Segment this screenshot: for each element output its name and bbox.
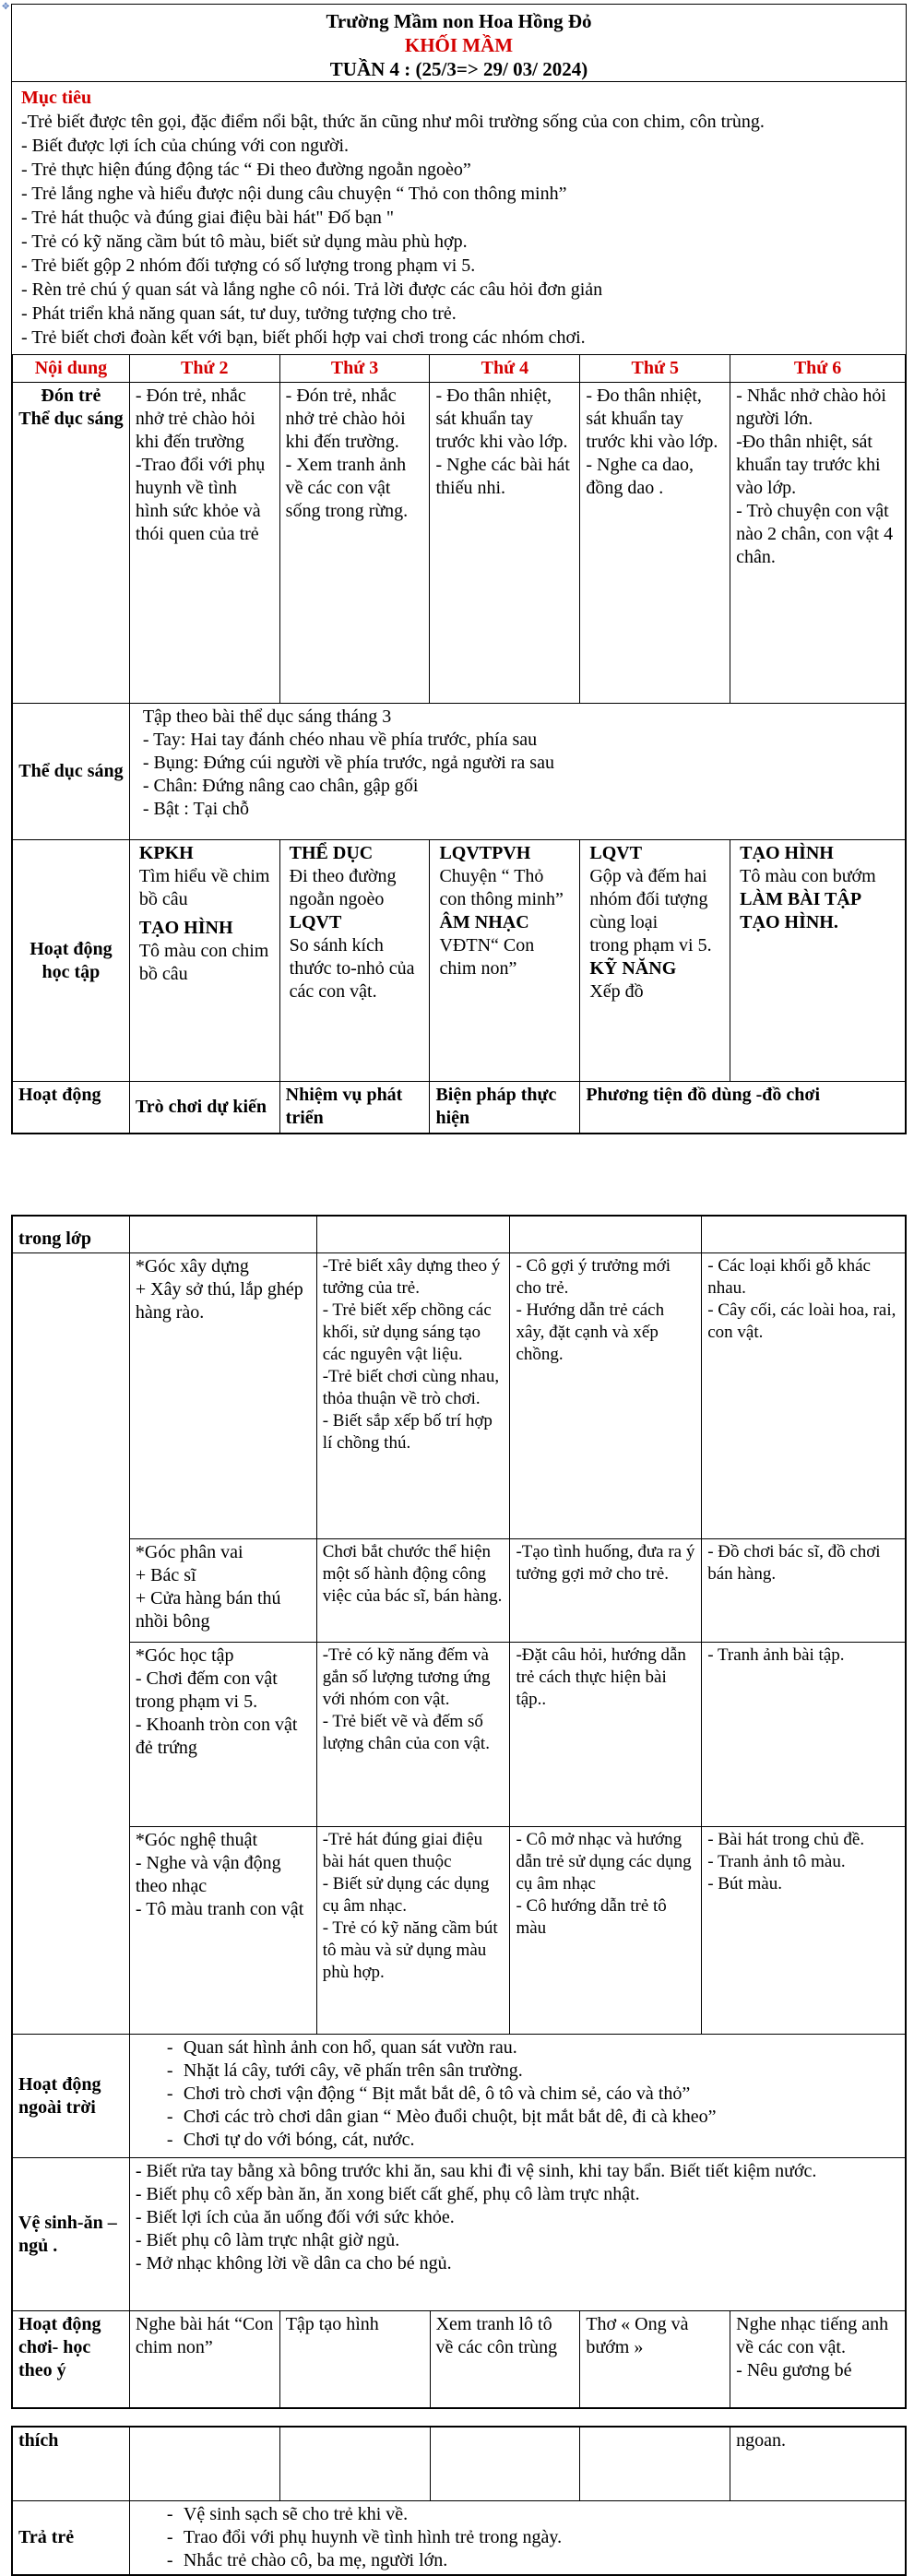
outdoor-item: - Chơi tự do với bóng, cát, nước.	[154, 2129, 899, 2152]
learning-tue-title-2: LQVT	[289, 912, 342, 932]
welcome-mon: - Đón trẻ, nhắc nhở trẻ chào hỏi khi đến trường -Trao đổi với phụ huynh về tình hình sức khỏe và thói quen của trẻ	[129, 383, 279, 704]
learning-fri-title-2: LÀM BÀI TẬP TẠO HÌNH.	[740, 889, 861, 932]
corner-row-role	[13, 1539, 906, 1643]
welcome-label: Đón trẻ Thể dục sáng	[13, 383, 130, 704]
goal-item: - Rèn trẻ chú ý quan sát và lắng nghe cô nói. Trả lời được các câu hỏi đơn giản	[21, 279, 603, 300]
goal-item: - Trẻ thực hiện đúng động tác “ Đi theo đường ngoằn ngoèo”	[21, 160, 471, 180]
exercise-row	[13, 704, 906, 840]
corner-build-game: *Góc xây dựng + Xây sở thú, lắp ghép hàng rào.	[129, 1253, 316, 1539]
corner-row-build	[13, 1253, 906, 1539]
learning-mon	[129, 840, 279, 1082]
corners-label-cell	[13, 1253, 130, 2035]
corner-role-tools: - Đồ chơi bác sĩ, đồ chơi bán hàng.	[702, 1539, 906, 1643]
hygiene-content	[129, 2158, 905, 2311]
outdoor-item: - Chơi các trò chơi dân gian “ Mèo đuổi chuột, bịt mắt bắt dê, đi cà kheo”	[154, 2106, 899, 2129]
exercise-line: - Tay: Hai tay đánh chéo nhau về phía trước, phía sau	[142, 730, 538, 750]
learning-thu-desc-1: Gộp và đếm hai nhóm đối tượng cùng loại trong phạm vi 5.	[589, 866, 712, 956]
goal-item: - Trẻ lắng nghe và hiểu được nội dung câu chuyện “ Thỏ con thông minh”	[21, 184, 567, 204]
welcome-row	[13, 383, 906, 704]
afternoon-label: Hoạt động chơi- học theo ý	[13, 2311, 130, 2408]
learning-mon-title-1: KPKH	[138, 843, 194, 863]
hygiene-item: - Mở nhạc không lời về dân ca cho bé ngủ.	[135, 2253, 452, 2273]
welcome-wed: - Đo thân nhiệt, sát khuẩn tay trước khi vào lớp. - Nghe các bài hát thiếu nhi.	[430, 383, 580, 704]
pickup-content	[129, 2501, 905, 2575]
corner-art-tools: - Bài hát trong chủ đề. - Tranh ảnh tô màu. - Bút màu.	[702, 1827, 906, 2035]
goal-item: - Phát triển khả năng quan sát, tư duy, tưởng tượng cho trẻ.	[21, 303, 457, 324]
col-header-content: Nội dung	[13, 355, 130, 383]
col-header-fri: Thứ 6	[730, 355, 906, 383]
corner-study-game: *Góc học tập - Chơi đếm con vật trong phạm vi 5. - Khoanh tròn con vật đẻ trứng	[129, 1643, 316, 1827]
learning-thu	[580, 840, 730, 1082]
learning-thu-desc-2: Xếp đồ	[589, 981, 644, 1002]
corner-art-task: -Trẻ hát đúng giai điệu bài hát quen thuộc - Biết sử dụng các dụng cụ âm nhạc. - Trẻ có kỹ năng cầm bút tô màu và sử dụng màu phù hợp.	[316, 1827, 510, 2035]
goals-title: Mục tiêu	[21, 88, 92, 108]
learning-thu-title-2: KỸ NĂNG	[589, 958, 677, 979]
school-name: Trường Mầm non Hoa Hồng Đỏ	[326, 10, 592, 32]
learning-mon-desc-1: Tìm hiểu về chim bồ câu	[138, 866, 270, 909]
corner-art-method: - Cô mở nhạc và hướng dẫn trẻ sử dụng các dụng cụ âm nhạc - Cô hướng dẫn trẻ tô màu	[510, 1827, 702, 2035]
closing-table	[12, 2427, 906, 2575]
activity-header-method: Biện pháp thực hiện	[430, 1082, 580, 1134]
afternoon-row	[13, 2311, 906, 2408]
class-name: KHỐI MẦM	[404, 34, 514, 56]
hygiene-item: - Biết rửa tay bằng xà bông trước khi ăn, sau khi đi vệ sinh, khi tay bẩn. Biết tiết kiệm nước.	[135, 2161, 817, 2181]
exercise-label: Thể dục sáng	[13, 704, 130, 840]
corner-row-art	[13, 1827, 906, 2035]
corner-build-tools: - Các loại khối gỗ khác nhau. - Cây cối, các loài hoa, rai, con vật.	[702, 1253, 906, 1539]
learning-fri	[730, 840, 906, 1082]
corners-label: trong lớp	[13, 1217, 130, 1253]
hygiene-item: - Biết phụ cô làm trực nhật giờ ngủ.	[135, 2230, 400, 2250]
col-header-thu: Thứ 5	[580, 355, 730, 383]
weekly-plan-table-part-2	[11, 1215, 907, 2409]
corner-build-method: - Cô gợi ý trưởng mới cho trẻ. - Hướng dẫn trẻ cách xây, đặt cạnh và xếp chồng.	[510, 1253, 702, 1539]
corner-role-task: Chơi bắt chước thể hiện một số hành động công việc của bác sĩ, bán hàng.	[316, 1539, 510, 1643]
outdoor-row	[13, 2035, 906, 2158]
afternoon-tue: Tập tạo hình	[279, 2311, 430, 2408]
outdoor-item: - Chơi trò chơi vận động “ Bịt mắt bắt dê, ô tô và chim sẻ, cáo và thỏ”	[154, 2083, 899, 2106]
learning-fri-title-1: TẠO HÌNH	[740, 843, 834, 863]
table-move-handle-icon[interactable]: ✥	[2, 2, 10, 12]
pickup-item: - Nhắc trẻ chào cô, ba mẹ, người lớn.	[154, 2549, 899, 2572]
hygiene-item: - Biết phụ cô xếp bàn ăn, ăn xong biết cất ghế, phụ cô làm trực nhật.	[135, 2184, 640, 2204]
goal-item: - Trẻ hát thuộc và đúng giai điệu bài hát" Đố bạn "	[21, 208, 395, 228]
afternoon-mon: Nghe bài hát “Con chim non”	[129, 2311, 279, 2408]
col-header-wed: Thứ 4	[430, 355, 580, 383]
learning-wed-title-2: ÂM NHẠC	[439, 912, 529, 932]
col-header-tue: Thứ 3	[279, 355, 430, 383]
document-header	[12, 5, 906, 81]
afternoon-cont-row	[13, 2428, 906, 2501]
corner-role-game: *Góc phân vai + Bác sĩ + Cửa hàng bán thú nhồi bông	[129, 1539, 316, 1643]
goal-item: - Trẻ có kỹ năng cầm bút tô màu, biết sử dụng màu phù hợp.	[21, 231, 468, 252]
pickup-row	[13, 2501, 906, 2575]
learning-tue-desc-2: So sánh kích thước to-nhỏ của các con vật.	[289, 935, 415, 1002]
weekly-plan-table-part-1	[11, 4, 907, 1134]
schedule-table	[12, 354, 906, 1134]
hygiene-label: Vệ sinh-ăn –ngủ .	[13, 2158, 130, 2311]
learning-tue-desc-1: Đi theo đường ngoằn ngoèo	[289, 866, 397, 909]
learning-wed-title-1: LQVTPVH	[439, 843, 531, 863]
learning-row	[13, 840, 906, 1082]
corner-art-game: *Góc nghệ thuật - Nghe và vận động theo nhạc - Tô màu tranh con vật	[129, 1827, 316, 2035]
exercise-line: - Chân: Đứng nâng cao chân, gập gối	[142, 776, 419, 796]
welcome-thu: - Đo thân nhiệt, sát khuẩn tay trước khi vào lớp. - Nghe ca dao, đồng dao .	[580, 383, 730, 704]
week-label: TUẦN 4 : (25/3=> 29/ 03/ 2024)	[329, 58, 588, 80]
goal-item: - Trẻ biết gộp 2 nhóm đối tượng có số lượng trong phạm vi 5.	[21, 255, 476, 276]
corner-row-study	[13, 1643, 906, 1827]
activity-header-row	[13, 1082, 906, 1134]
pickup-item: - Vệ sinh sạch sẽ cho trẻ khi về.	[154, 2503, 899, 2526]
pickup-item: - Trao đổi với phụ huynh về tình hình trẻ trong ngày.	[154, 2526, 899, 2549]
learning-label: Hoạt động học tập	[13, 840, 130, 1082]
learning-mon-desc-2: Tô màu con chim bồ câu	[138, 941, 269, 984]
corner-role-method: -Tạo tình huống, đưa ra ý tưởng gợi mở cho trẻ.	[510, 1539, 702, 1643]
corner-study-task: -Trẻ có kỹ năng đếm và gắn số lượng tương ứng với nhóm con vật. - Trẻ biết vẽ và đếm số lượng chân của con vật.	[316, 1643, 510, 1827]
learning-wed-desc-1: Chuyện “ Thỏ con thông minh”	[439, 866, 564, 909]
exercise-line: - Bụng: Đứng cúi người về phía trước, ngả người ra sau	[142, 753, 554, 773]
afternoon-thu: Thơ « Ong và bướm »	[580, 2311, 730, 2408]
afternoon-wed: Xem tranh lô tô về các côn trùng	[430, 2311, 580, 2408]
outdoor-item: - Quan sát hình ảnh con hổ, quan sát vườn rau.	[154, 2036, 899, 2060]
activity-header-task: Nhiệm vụ phát triển	[279, 1082, 430, 1134]
learning-thu-title-1: LQVT	[589, 843, 643, 863]
col-header-mon: Thứ 2	[129, 355, 279, 383]
activity-header-tools: Phương tiện đồ dùng -đồ chơi	[580, 1082, 906, 1134]
corner-build-task: -Trẻ biết xây dựng theo ý tưởng của trẻ. - Trẻ biết xếp chồng các khối, sử dụng sáng tạo các nguyên vật liệu. -Trẻ biết chơi cùng nhau, thỏa thuận về trò chơi. - Biết sắp xếp bố trí hợp lí chồng thú.	[316, 1253, 510, 1539]
corners-label-row	[13, 1217, 906, 1253]
activity-header-label: Hoạt động	[13, 1082, 130, 1134]
column-header-row	[13, 355, 906, 383]
corner-study-method: -Đặt câu hỏi, hướng dẫn trẻ cách thực hiện bài tập..	[510, 1643, 702, 1827]
goal-item: - Biết được lợi ích của chúng với con người.	[21, 136, 350, 156]
learning-wed-desc-2: VĐTN“ Con chim non”	[439, 935, 535, 979]
learning-wed	[430, 840, 580, 1082]
afternoon-fri-cont: ngoan.	[730, 2428, 906, 2501]
goals-section	[12, 81, 906, 355]
learning-mon-title-2: TẠO HÌNH	[138, 918, 233, 938]
learning-tue	[279, 840, 430, 1082]
activity-table	[12, 1216, 906, 2311]
corner-study-tools: - Tranh ảnh bài tập.	[702, 1643, 906, 1827]
hygiene-item: - Biết lợi ích của ăn uống đối với sức khỏe.	[135, 2207, 455, 2227]
learning-fri-desc-1: Tô màu con bướm	[740, 866, 876, 886]
pickup-label: Trả trẻ	[13, 2501, 130, 2575]
hygiene-row	[13, 2158, 906, 2311]
outdoor-content	[129, 2035, 905, 2158]
exercise-line: - Bật : Tại chỗ	[142, 799, 249, 819]
outdoor-item: - Nhặt lá cây, tưới cây, vẽ phấn trên sân trường.	[154, 2060, 899, 2083]
weekly-plan-table-part-3	[11, 2426, 907, 2576]
afternoon-table	[12, 2310, 906, 2408]
exercise-content	[129, 704, 905, 840]
activity-header-game: Trò chơi dự kiến	[129, 1082, 279, 1134]
learning-tue-title-1: THỂ DỤC	[289, 843, 374, 863]
goal-item: -Trẻ biết được tên gọi, đặc điểm nổi bật, thức ăn cũng như môi trường sống của con chim, côn trùng.	[21, 112, 765, 132]
outdoor-label: Hoạt động ngoài trời	[13, 2035, 130, 2158]
afternoon-fri: Nghe nhạc tiếng anh về các con vật. - Nêu gương bé	[730, 2311, 906, 2408]
exercise-line: Tập theo bài thể dục sáng tháng 3	[142, 706, 392, 727]
welcome-fri: - Nhắc nhở chào hỏi người lớn. -Đo thân nhiệt, sát khuẩn tay trước khi vào lớp. - Trò chuyện con vật nào 2 chân, con vật 4 chân.	[730, 383, 906, 704]
welcome-tue: - Đón trẻ, nhắc nhở trẻ chào hỏi khi đến trường. - Xem tranh ảnh về các con vật sống trong rừng.	[279, 383, 430, 704]
goal-item: - Trẻ biết chơi đoàn kết với bạn, biết phối hợp vai chơi trong các nhóm chơi.	[21, 327, 586, 348]
afternoon-label-cont: thích	[13, 2428, 130, 2501]
